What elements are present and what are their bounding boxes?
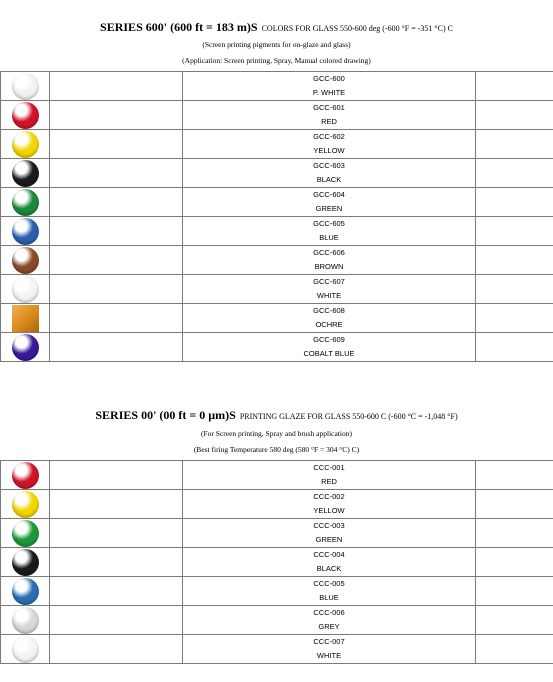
- color-code: GCC-602: [313, 132, 345, 141]
- series1-subtitle-1: (Screen printing pigments for on-glaze and glass): [202, 40, 351, 49]
- empty-cell: [476, 101, 553, 130]
- empty-cell: [50, 606, 183, 635]
- color-code: CCC-005: [313, 579, 345, 588]
- empty-cell: [476, 548, 553, 577]
- color-row: [1, 548, 553, 577]
- color-name: GREEN: [315, 204, 343, 213]
- color-name: GREEN: [315, 535, 343, 544]
- empty-cell: [50, 519, 183, 548]
- series2-subtitle-2: (Best firing Temperature 580 deg (580 °F = 304 °C) C): [193, 445, 360, 454]
- swatch-cell: [1, 635, 50, 664]
- swatch-cell: [1, 490, 50, 519]
- empty-cell: [50, 635, 183, 664]
- empty-cell: [476, 72, 553, 101]
- empty-cell: [476, 159, 553, 188]
- color-info-cell: [183, 304, 476, 333]
- color-info-cell: [183, 490, 476, 519]
- series2-title-rest: PRINTING GLAZE FOR GLASS 550-600 C (-600 °C = -1,048 °F): [239, 412, 458, 421]
- color-name: WHITE: [316, 291, 342, 300]
- empty-cell: [50, 246, 183, 275]
- color-code: GCC-604: [313, 190, 345, 199]
- color-name: RED: [321, 117, 337, 126]
- color-row: [1, 635, 553, 664]
- color-swatch: [12, 305, 39, 332]
- swatch-cell: [1, 72, 50, 101]
- empty-cell: [50, 490, 183, 519]
- color-swatch: [12, 218, 39, 245]
- swatch-cell: [1, 101, 50, 130]
- empty-cell: [476, 130, 553, 159]
- color-info-cell: [183, 461, 476, 490]
- color-info-cell: [183, 72, 476, 101]
- color-code: GCC-603: [313, 161, 345, 170]
- color-code: CCC-006: [313, 608, 345, 617]
- color-name: WHITE: [316, 651, 342, 660]
- color-swatch: [12, 636, 39, 663]
- swatch-cell: [1, 577, 50, 606]
- color-row: [1, 461, 553, 490]
- color-name: YELLOW: [313, 506, 345, 515]
- color-code: GCC-607: [313, 277, 345, 286]
- color-code: CCC-002: [313, 492, 345, 501]
- color-swatch: [12, 491, 39, 518]
- color-swatch: [12, 73, 39, 100]
- color-row: [1, 490, 553, 519]
- series1-title-main: SERIES 600' (600 ft = 183 m)S: [100, 20, 258, 34]
- color-row: [1, 333, 553, 362]
- color-info-cell: [183, 548, 476, 577]
- color-name: OCHRE: [315, 320, 343, 329]
- empty-cell: [50, 72, 183, 101]
- empty-cell: [476, 606, 553, 635]
- empty-cell: [50, 304, 183, 333]
- swatch-cell: [1, 606, 50, 635]
- series2-title: [0, 406, 553, 424]
- empty-cell: [50, 275, 183, 304]
- empty-cell: [476, 635, 553, 664]
- color-code: CCC-004: [313, 550, 345, 559]
- empty-cell: [50, 461, 183, 490]
- color-info-cell: [183, 130, 476, 159]
- color-swatch: [12, 607, 39, 634]
- color-code: GCC-606: [313, 248, 345, 257]
- series2-subtitle-1: (For Screen printing, Spray and brush application): [200, 429, 352, 438]
- color-name: RED: [321, 477, 337, 486]
- color-name: BROWN: [314, 262, 344, 271]
- series1-title-rest: COLORS FOR GLASS 550-600 deg (-600 °F = -351 °C) C: [261, 24, 453, 33]
- color-code: GCC-608: [313, 306, 345, 315]
- color-row: [1, 519, 553, 548]
- series1-color-table: [0, 71, 553, 362]
- color-name: GREY: [318, 622, 340, 631]
- color-row: [1, 72, 553, 101]
- swatch-cell: [1, 304, 50, 333]
- empty-cell: [50, 217, 183, 246]
- empty-cell: [50, 159, 183, 188]
- swatch-cell: [1, 275, 50, 304]
- swatch-cell: [1, 519, 50, 548]
- color-info-cell: [183, 101, 476, 130]
- color-swatch: [12, 276, 39, 303]
- empty-cell: [50, 130, 183, 159]
- color-swatch: [12, 520, 39, 547]
- color-code: GCC-601: [313, 103, 345, 112]
- color-name: P. WHITE: [312, 88, 346, 97]
- color-info-cell: [183, 635, 476, 664]
- color-swatch: [12, 102, 39, 129]
- color-name: BLACK: [316, 564, 342, 573]
- color-info-cell: [183, 188, 476, 217]
- series1-title: [0, 18, 553, 36]
- empty-cell: [476, 490, 553, 519]
- color-swatch: [12, 131, 39, 158]
- swatch-cell: [1, 159, 50, 188]
- color-swatch: [12, 160, 39, 187]
- color-row: [1, 304, 553, 333]
- color-row: [1, 577, 553, 606]
- swatch-cell: [1, 333, 50, 362]
- color-swatch: [12, 334, 39, 361]
- color-name: BLACK: [316, 175, 342, 184]
- color-name: BLUE: [319, 233, 339, 242]
- series2-title-main: SERIES 00' (00 ft = 0 µm)S: [95, 408, 236, 422]
- empty-cell: [50, 577, 183, 606]
- swatch-cell: [1, 246, 50, 275]
- empty-cell: [50, 333, 183, 362]
- swatch-cell: [1, 217, 50, 246]
- empty-cell: [476, 188, 553, 217]
- color-name: YELLOW: [313, 146, 345, 155]
- color-code: GCC-609: [313, 335, 345, 344]
- color-row: [1, 275, 553, 304]
- color-info-cell: [183, 577, 476, 606]
- color-info-cell: [183, 519, 476, 548]
- color-row: [1, 101, 553, 130]
- color-code: GCC-605: [313, 219, 345, 228]
- color-code: CCC-003: [313, 521, 345, 530]
- empty-cell: [476, 461, 553, 490]
- color-info-cell: [183, 275, 476, 304]
- color-info-cell: [183, 246, 476, 275]
- color-swatch: [12, 247, 39, 274]
- swatch-cell: [1, 548, 50, 577]
- color-row: [1, 159, 553, 188]
- swatch-cell: [1, 461, 50, 490]
- color-swatch: [12, 462, 39, 489]
- color-row: [1, 130, 553, 159]
- empty-cell: [476, 246, 553, 275]
- color-name: COBALT BLUE: [303, 349, 355, 358]
- color-code: GCC-600: [313, 74, 345, 83]
- series2-color-table: [0, 460, 553, 664]
- color-info-cell: [183, 606, 476, 635]
- swatch-cell: [1, 130, 50, 159]
- empty-cell: [476, 333, 553, 362]
- color-swatch: [12, 189, 39, 216]
- color-name: BLUE: [319, 593, 339, 602]
- swatch-cell: [1, 188, 50, 217]
- empty-cell: [476, 577, 553, 606]
- empty-cell: [476, 217, 553, 246]
- color-row: [1, 217, 553, 246]
- color-swatch: [12, 549, 39, 576]
- empty-cell: [476, 519, 553, 548]
- color-info-cell: [183, 159, 476, 188]
- empty-cell: [50, 548, 183, 577]
- color-row: [1, 188, 553, 217]
- color-code: CCC-007: [313, 637, 345, 646]
- empty-cell: [476, 275, 553, 304]
- empty-cell: [50, 188, 183, 217]
- color-info-cell: [183, 217, 476, 246]
- color-row: [1, 246, 553, 275]
- color-row: [1, 606, 553, 635]
- empty-cell: [476, 304, 553, 333]
- color-info-cell: [183, 333, 476, 362]
- color-code: CCC-001: [313, 463, 345, 472]
- empty-cell: [50, 101, 183, 130]
- color-swatch: [12, 578, 39, 605]
- series1-subtitle-2: (Application: Screen printing, Spray, Manual colored drawing): [182, 56, 371, 65]
